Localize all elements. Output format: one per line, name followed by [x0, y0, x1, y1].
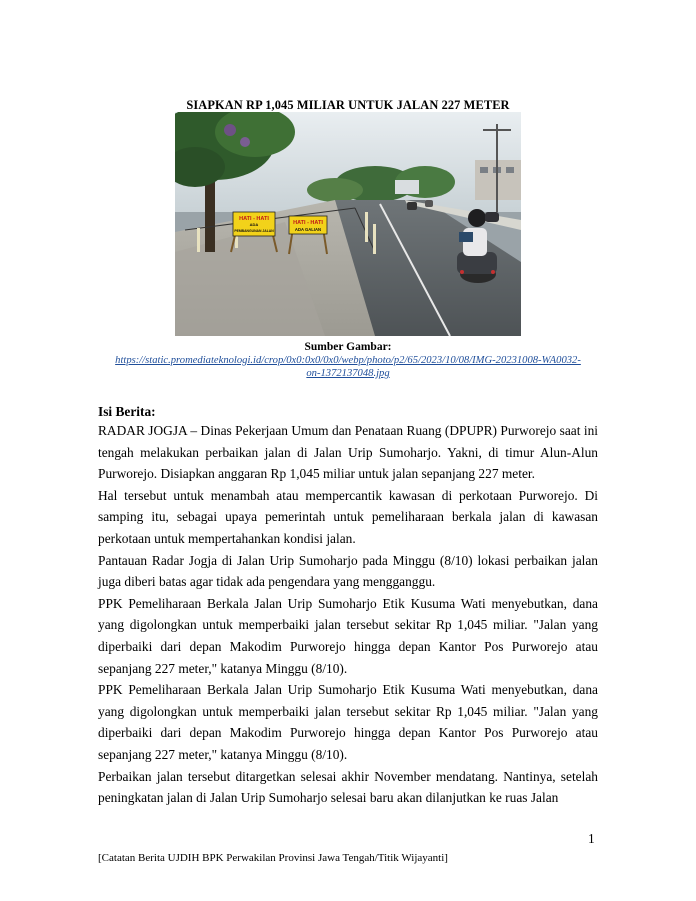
svg-text:ADA: ADA [249, 222, 259, 227]
image-source-label: Sumber Gambar: [304, 341, 392, 353]
image-source-link-line2[interactable]: on-1372137048.jpg [306, 368, 390, 379]
article-body [98, 420, 598, 809]
article-paragraph: RADAR JOGJA – Dinas Pekerjaan Umum dan Penataan Ruang (DPUPR) Purworejo saat ini tengah melakukan perbaikan jalan di Jalan Urip Sumoharjo. Yakni, di timur Alun-Alun Purworejo. Disiapkan anggaran Rp 1,045 miliar untuk jalan sepanjang 227 meter. [98, 423, 598, 482]
svg-text:HATI - HATI: HATI - HATI [239, 216, 269, 222]
svg-text:HATI - HATI: HATI - HATI [293, 220, 323, 226]
image-source-link-line1[interactable]: https://static.promediateknologi.id/crop/0x0:0x0/0x0/webp/photo/p2/65/2023/10/08/IMG-20231008-WA0032- [115, 355, 581, 366]
article-paragraph: Pantauan Radar Jogja di Jalan Urip Sumoharjo pada Minggu (8/10) lokasi perbaikan jalan juga diberi batas agar tidak ada pengendara yang mengganggu. [98, 552, 598, 590]
article-paragraph: PPK Pemeliharaan Berkala Jalan Urip Sumoharjo Etik Kusuma Wati menyebutkan, dana yang digolongkan untuk memperbaiki jalan tersebut sekitar Rp 1,045 miliar. "Jalan yang diperbaiki dari depan Makodim Purworejo hingga depan Kantor Pos Purworejo atau sepanjang 227 meter," katanya Minggu (8/10). [98, 595, 598, 676]
svg-text:ADA GALIAN: ADA GALIAN [294, 227, 322, 232]
page-number: 1 [588, 831, 595, 846]
image-source-link[interactable] [92, 354, 604, 380]
section-heading: Isi Berita: [98, 404, 156, 419]
news-photo-illustration [175, 112, 521, 336]
article-paragraph: Perbaikan jalan tersebut ditargetkan selesai akhir November mendatang. Nantinya, setelah peningkatan jalan di Jalan Urip Sumoharjo selesai baru akan dilanjutkan ke ruas Jalan [98, 768, 598, 806]
footer-note: [Catatan Berita UJDIH BPK Perwakilan Provinsi Jawa Tengah/Titik Wijayanti] [98, 852, 448, 864]
news-photo [175, 112, 521, 336]
article-paragraph: Hal tersebut untuk menambah atau mempercantik kawasan di perkotaan Purworejo. Di samping itu, sebagai upaya pemerintah untuk pemeliharaan berkala jalan di kawasan perkotaan untuk mempertahankan kondisi jalan. [98, 487, 598, 546]
article-title: SIAPKAN RP 1,045 MILIAR UNTUK JALAN 227 METER [186, 98, 510, 112]
article-paragraph: PPK Pemeliharaan Berkala Jalan Urip Sumoharjo Etik Kusuma Wati menyebutkan, dana yang digolongkan untuk memperbaiki jalan tersebut sekitar Rp 1,045 miliar. "Jalan yang diperbaiki dari depan Makodim Purworejo hingga depan Kantor Pos Purworejo atau sepanjang 227 meter," katanya Minggu (8/10). [98, 682, 598, 762]
svg-text:PEMBANGUNAN JALAN: PEMBANGUNAN JALAN [234, 229, 274, 233]
